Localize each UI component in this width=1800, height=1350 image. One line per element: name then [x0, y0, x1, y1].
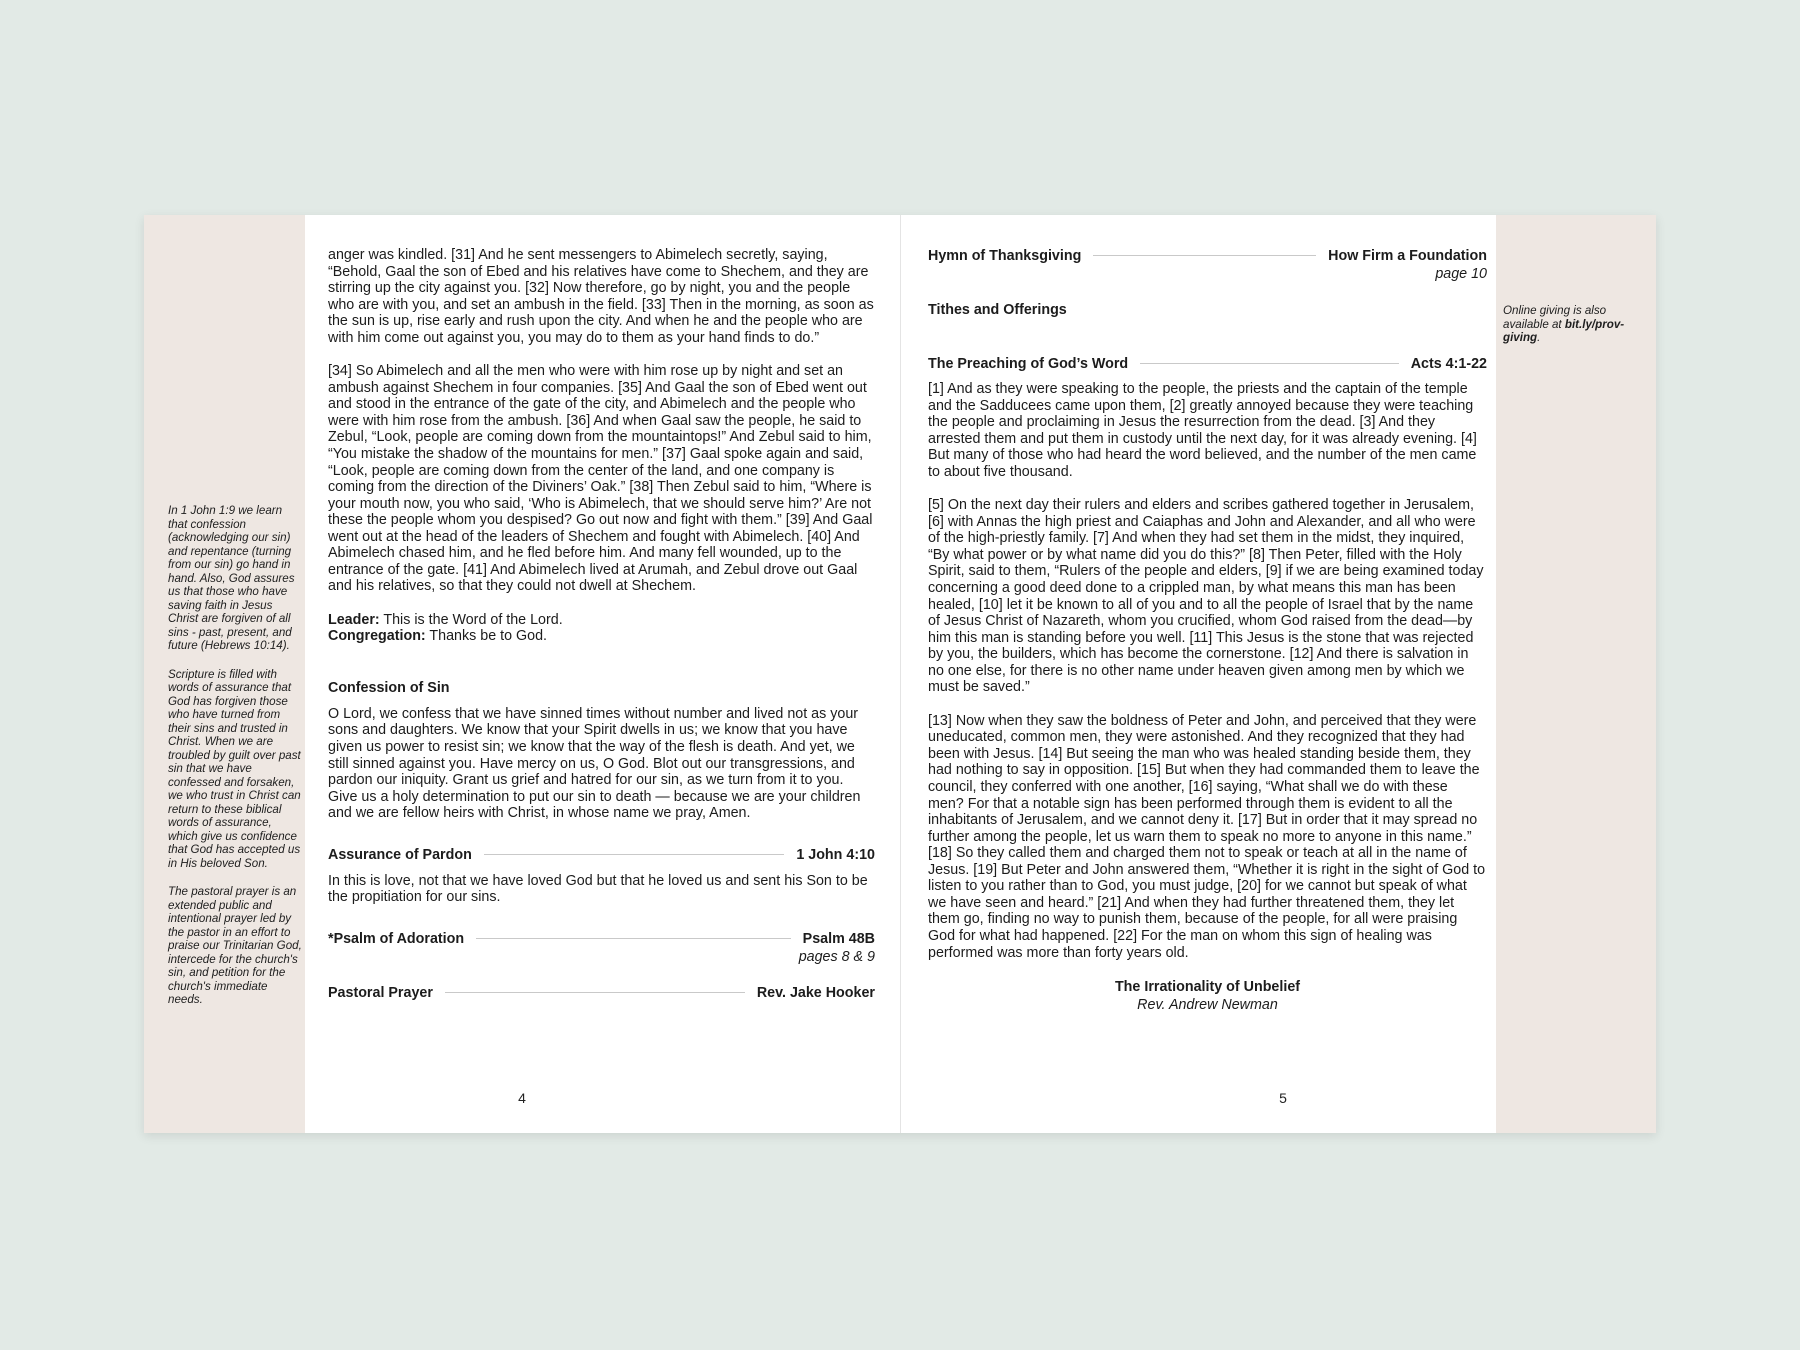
right-sidenotes: [1503, 304, 1651, 345]
hymn-page: page 10: [1435, 266, 1487, 282]
page-5-content: [928, 247, 1487, 1014]
congregation-label: Congregation:: [328, 628, 426, 645]
sidenote-assurance: Scripture is filled with words of assurance that God has forgiven those who have turned from their sins and trusted in Christ. When we are troubled by guilt over past sin that we have confessed and forsaken, we who trust in Christ can return to these biblical words of assurance, which give us confidence that God has accepted us in His beloved Son.: [168, 667, 301, 870]
tithes-heading: Tithes and Offerings: [928, 302, 1067, 318]
confession-text: O Lord, we confess that we have sinned times without number and lived not as your sons and daughters. We know that your Spirit dwells in us; we know that you have given us power to resist sin; we know that the way of the flesh is death. And yet, we still sinned against you. Have mercy on us, O God. Blot out our transgressions, and pardon our iniquity. Grant us grief and hatred for our sin, as we turn from it to you. Give us a holy determination to put our sin to death — because we are your children and we are fellow heirs with Christ, in whose name we pray, Amen.: [328, 705, 861, 822]
page-4-content: [328, 247, 875, 1002]
psalm-reference: Psalm 48B: [802, 930, 875, 947]
response-block: [328, 612, 875, 645]
hymn-heading-row: [928, 247, 1487, 265]
leader-text: This is the Word of the Lord.: [379, 611, 563, 628]
giving-note-suffix: .: [1537, 331, 1541, 344]
page-number-5: 5: [1279, 1090, 1287, 1106]
left-margin-column: [144, 215, 305, 1133]
sidenote-pastoral-prayer: The pastoral prayer is an extended public and intentional prayer led by the pastor in an effort to praise our Trinitarian God, intercede for the church's sin, and petition for the church's immediate needs.: [168, 885, 302, 1006]
giving-note-text: Online giving is also available at: [1503, 304, 1607, 331]
assurance-reference: 1 John 4:10: [796, 846, 875, 863]
preaching-heading-row: [928, 355, 1487, 373]
congregation-text: Thanks be to God.: [425, 628, 548, 645]
prayer-heading: Pastoral Prayer: [328, 984, 433, 1001]
sermon-text-paragraph: [13] Now when they saw the boldness of Peter and John, and perceived that they were uneducated, common men, they were astonished. And they recognized that they had been with Jesus. [14] But seeing the man who was healed standing beside them, they had nothing to say in opposition. [15] But when they had commanded them to leave the council, they conferred with one another, [16] saying, “What shall we do with these men? For that a notable sign has been performed through them is evident to all the inhabitants of Jerusalem, and we cannot deny it. [17] But in order that it may spread no further among the people, let us warn them to speak no more to anyone in this name.” [18] So they called them and charged them not to speak or teach at all in the name of Jesus. [19] But Peter and John answered them, “Whether it is right in the sight of God to listen to you rather than to God, you must judge, [20] for we cannot but speak of what we have seen and heard.” [21] And when they had further threatened them, they let them go, finding no way to punish them, because of the people, for all were praising God for what had happened. [22] For the man on whom this sign of healing was performed was more than forty years old.: [928, 712, 1486, 961]
heading-rule: [484, 854, 785, 855]
prayer-heading-row: [328, 984, 875, 1002]
heading-rule: [476, 938, 791, 939]
sidenote-online-giving: [1503, 304, 1651, 345]
preaching-heading: The Preaching of God’s Word: [928, 356, 1129, 372]
page-5: [900, 215, 1496, 1133]
congregation-line: [328, 628, 875, 645]
scripture-paragraph: anger was kindled. [31] And he sent messengers to Abimelech secretly, saying, “Behold, Gaal the son of Ebed and his relatives have come to Shechem, and they are stirring up the city against you. [32] Now therefore, go by night, you and the people who are with you, and set an ambush in the field. [33] Then in the morning, as soon as the sun is up, rise early and rush upon the city. And when he and the people who are with him come out against you, you may do to them as your hand finds to do.”: [328, 247, 874, 346]
left-sidenotes: [168, 504, 302, 1022]
hymn-heading: Hymn of Thanksgiving: [928, 248, 1082, 264]
scripture-paragraph: [34] So Abimelech and all the men who were with him rose up by night and set an ambush against Shechem in four companies. [35] And Gaal the son of Ebed went out and stood in the entrance of the gate of the city, and Abimelech and the people who were with him rose from the ambush. [36] And when Gaal saw the people, he said to Zebul, “Look, people are coming down from the mountaintops!” And Zebul said to him, “You mistake the shadow of the mountains for men.” [37] Gaal spoke again and said, “Look, people are coming down from the center of the land, and one company is coming from the direction of the Diviners’ Oak.” [38] Then Zebul said to him, “Where is your mouth now, you who said, ‘Who is Abimelech, that we should serve him?’ Are not these the people whom you despised? Go out now and fight with them.” [39] And Gaal went out at the head of the leaders of Shechem and fought with Abimelech. [40] And Abimelech chased him, and he fled before him. And many fell wounded, up to the entrance of the gate. [41] And Abimelech lived at Arumah, and Zebul drove out Gaal and his relatives, so that they could not dwell at Shechem.: [328, 363, 873, 595]
preaching-reference: Acts 4:1-22: [1410, 356, 1487, 372]
psalm-heading-row: [328, 930, 875, 948]
assurance-heading-row: [328, 846, 875, 864]
heading-rule: [1140, 363, 1399, 364]
sermon-text-paragraph: [1] And as they were speaking to the people, the priests and the captain of the temple and the Sadducees came upon them, [2] greatly annoyed because they were teaching the people and proclaiming in Jesus the resurrection from the dead. [3] And they arrested them and put them in custody until the next day, for it was already evening. [4] But many of those who had heard the word believed, and the number of the men came to about five thousand.: [928, 381, 1477, 480]
right-margin-column: [1496, 215, 1656, 1133]
sermon-text-paragraph: [5] On the next day their rulers and elders and scribes gathered together in Jerusalem, [6] with Annas the high priest and Caiaphas and John and Alexander, and all who were of the high-priestly family. [7] And when they had set them in the midst, they inquired, “By what power or by what name did you do this?” [8] Then Peter, filled with the Holy Spirit, said to them, “Rulers of the people and elders, [9] if we are being examined today concerning a good deed done to a crippled man, by what means this man has been healed, [10] let it be known to all of you and to all the people of Israel that by the name of Jesus Christ of Nazareth, whom you crucified, whom God raised from the dead—by him this man is standing before you well. [11] This Jesus is the stone that was rejected by you, the builders, which has become the cornerstone. [12] And there is salvation in no one else, for there is no other name under heaven given among men by which we must be saved.”: [928, 497, 1484, 696]
prayer-leader: Rev. Jake Hooker: [756, 984, 875, 1001]
confession-heading: Confession of Sin: [328, 679, 450, 696]
sidenote-confession: In 1 John 1:9 we learn that confession (acknowledging our sin) and repentance (turning from our sin) go hand in hand. Also, God assures us that those who have saving faith in Jesus Christ are forgiven of all sins - past, present, and future (Hebrews 10:14).: [168, 504, 295, 652]
giving-link[interactable]: bit.ly/prov-giving: [1503, 317, 1625, 344]
page-4: [305, 215, 900, 1133]
sermon-title: The Irrationality of Unbelief: [1114, 979, 1301, 996]
hymn-title: How Firm a Foundation: [1328, 248, 1487, 264]
heading-rule: [1093, 255, 1316, 256]
psalm-heading: *Psalm of Adoration: [328, 930, 465, 947]
assurance-heading: Assurance of Pardon: [328, 846, 472, 863]
sermon-block: [928, 978, 1487, 1014]
leader-label: Leader:: [328, 611, 380, 628]
heading-rule: [445, 992, 745, 993]
assurance-text: In this is love, not that we have loved God but that he loved us and sent his Son to be the propitiation for our sins.: [328, 872, 868, 906]
bulletin-spread: [144, 215, 1656, 1133]
leader-line: [328, 612, 875, 629]
sermon-preacher: Rev. Andrew Newman: [1137, 997, 1278, 1014]
page-number-4: 4: [518, 1090, 526, 1106]
psalm-pages: pages 8 & 9: [798, 948, 875, 965]
